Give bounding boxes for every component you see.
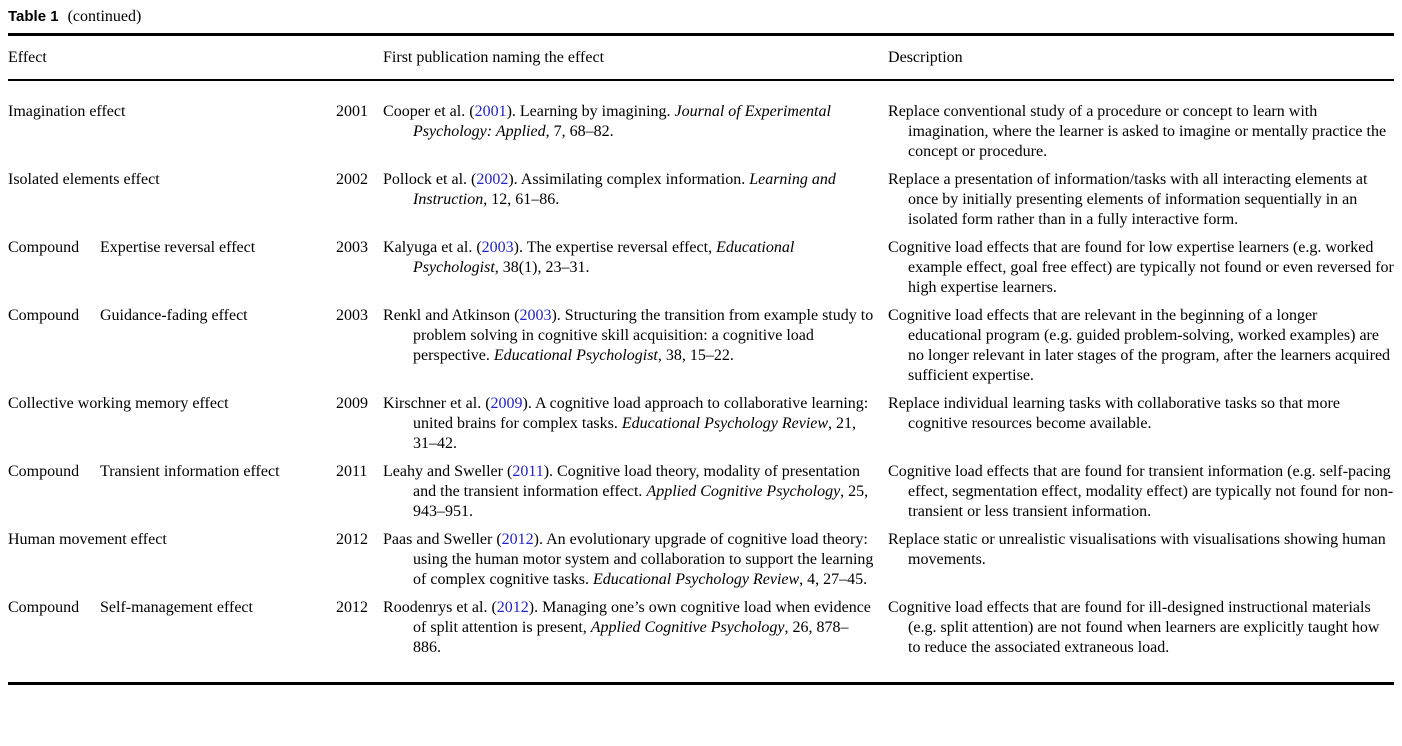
publication-reference: [383, 530, 888, 598]
effect-name: Self-management effect: [100, 599, 253, 616]
compound-label: Compound: [8, 463, 80, 480]
publication-text: , 25, 943–951.: [413, 483, 869, 520]
effect-description: Cognitive load effects that are found for ill-designed instructional materials (e.g. split attention) are not found when learners are explicitly taught how to reduce the associated extraneous load.: [888, 599, 1380, 656]
citation-year-link[interactable]: 2011: [512, 463, 544, 480]
table-row: [8, 598, 1394, 684]
journal-title: Applied Cognitive Psychology: [646, 483, 841, 500]
effect-year: 2011: [336, 463, 368, 480]
effect-year: 2003: [336, 239, 368, 256]
column-header-description: Description: [888, 35, 1394, 81]
publication-text: Paas and Sweller (: [383, 531, 502, 548]
publication-text: Cooper et al. (: [383, 103, 475, 120]
publication-text: , 38(1), 23–31.: [494, 259, 590, 276]
publication-text: Kalyuga et al. (: [383, 239, 482, 256]
effect-year: 2001: [336, 103, 368, 120]
effect-year: 2012: [336, 531, 368, 548]
publication-text: ). An evolutionary upgrade of cognitive load theory: using the human motor system and collaboration to support the learning of complex cognitive tasks.: [413, 531, 874, 588]
citation-year-link[interactable]: 2002: [476, 171, 509, 188]
effect-name: Transient information effect: [100, 463, 280, 480]
publication-text: Renkl and Atkinson (: [383, 307, 520, 324]
publication-reference: [383, 238, 888, 306]
effect-name: Guidance-fading effect: [100, 307, 248, 324]
effect-name: Imagination effect: [8, 103, 126, 120]
table-row: [8, 462, 1394, 530]
publication-reference: [383, 170, 888, 238]
table-row: [8, 394, 1394, 462]
publication-text: ). Assimilating complex information.: [508, 171, 750, 188]
publication-text: ). Managing one’s own cognitive load when evidence of split attention is present,: [413, 599, 871, 636]
table-caption-continued: (continued): [67, 8, 142, 25]
effect-year: 2003: [336, 307, 368, 324]
effect-year: 2009: [336, 395, 368, 412]
citation-year-link[interactable]: 2012: [496, 599, 529, 616]
publication-reference: [383, 394, 888, 462]
journal-title: Journal of Experimental Psychology: Applied: [413, 103, 831, 140]
publication-reference: [383, 80, 888, 170]
effect-year: 2012: [336, 599, 368, 616]
publication-text: ). A cognitive load approach to collaborative learning: united brains for complex tasks.: [413, 395, 869, 432]
publication-text: ). Learning by imagining.: [506, 103, 675, 120]
journal-title: Learning and Instruction: [413, 171, 836, 208]
compound-label: Compound: [8, 307, 80, 324]
publication-text: , 21, 31–42.: [413, 415, 857, 452]
publication-text: Pollock et al. (: [383, 171, 477, 188]
publication-text: , 4, 27–45.: [799, 571, 868, 588]
column-header-effect: Effect: [8, 35, 383, 81]
effect-description: Replace conventional study of a procedure or concept to learn with imagination, where the learner is asked to imagine or mentally practice the concept or procedure.: [888, 103, 1387, 160]
publication-text: ). Structuring the transition from example study to problem solving in cognitive skill acquisition: a cognitive load perspective.: [413, 307, 874, 364]
table-row: [8, 170, 1394, 238]
table-row: [8, 530, 1394, 598]
effect-name: Human movement effect: [8, 531, 167, 548]
journal-title: Educational Psychology Review: [621, 415, 829, 432]
effect-description: Replace a presentation of information/tasks with all interacting elements at once by initially presenting elements of information sequentially in an isolated form rather than in a fully interactive form.: [888, 171, 1368, 228]
effects-table: [8, 33, 1394, 685]
effect-name: Expertise reversal effect: [100, 239, 256, 256]
table-caption: [8, 8, 1394, 26]
effect-description: Cognitive load effects that are found for low expertise learners (e.g. worked example effect, goal free effect) are typically not found or even reversed for high expertise learners.: [888, 239, 1394, 296]
publication-text: ). The expertise reversal effect,: [513, 239, 717, 256]
journal-title: Applied Cognitive Psychology: [590, 619, 785, 636]
effect-name: Isolated elements effect: [8, 171, 160, 188]
header-row: [8, 35, 1394, 81]
publication-text: Roodenrys et al. (: [383, 599, 497, 616]
publication-text: ). Cognitive load theory, modality of presentation and the transient information effect.: [413, 463, 860, 500]
table-row: [8, 80, 1394, 170]
effect-description: Replace static or unrealistic visualisations with visualisations showing human movements.: [888, 531, 1386, 568]
compound-label: Compound: [8, 239, 80, 256]
publication-text: , 26, 878–886.: [413, 619, 849, 656]
journal-title: Educational Psychology Review: [593, 571, 800, 588]
citation-year-link[interactable]: 2001: [474, 103, 507, 120]
table-body: [8, 80, 1394, 684]
publication-text: Leahy and Sweller (: [383, 463, 513, 480]
column-header-publication: First publication naming the effect: [383, 35, 888, 81]
journal-title: Educational Psychologist: [413, 239, 795, 276]
publication-text: , 12, 61–86.: [483, 191, 560, 208]
publication-reference: [383, 462, 888, 530]
citation-year-link[interactable]: 2009: [490, 395, 523, 412]
citation-year-link[interactable]: 2003: [519, 307, 552, 324]
table-row: [8, 238, 1394, 306]
citation-year-link[interactable]: 2003: [481, 239, 514, 256]
publication-reference: [383, 598, 888, 684]
citation-year-link[interactable]: 2012: [501, 531, 534, 548]
publication-reference: [383, 306, 888, 394]
publication-text: , 7, 68–82.: [545, 123, 614, 140]
effect-description: Replace individual learning tasks with collaborative tasks so that more cognitive resources become available.: [888, 395, 1340, 432]
effect-description: Cognitive load effects that are relevant in the beginning of a longer educational program (e.g. guided problem-solving, worked examples) are no longer relevant in later stages of the program, after the learners acquired sufficient expertise.: [888, 307, 1391, 384]
compound-label: Compound: [8, 599, 80, 616]
table-caption-label: Table 1: [8, 8, 59, 25]
publication-text: , 38, 15–22.: [657, 347, 734, 364]
table-row: [8, 306, 1394, 394]
effect-year: 2002: [336, 171, 368, 188]
publication-text: Kirschner et al. (: [383, 395, 491, 412]
effect-name: Collective working memory effect: [8, 395, 229, 412]
effect-description: Cognitive load effects that are found for transient information (e.g. self-pacing effect, segmentation effect, modality effect) are typically not found for non-transient or less transient information.: [888, 463, 1394, 520]
journal-title: Educational Psychologist: [493, 347, 658, 364]
